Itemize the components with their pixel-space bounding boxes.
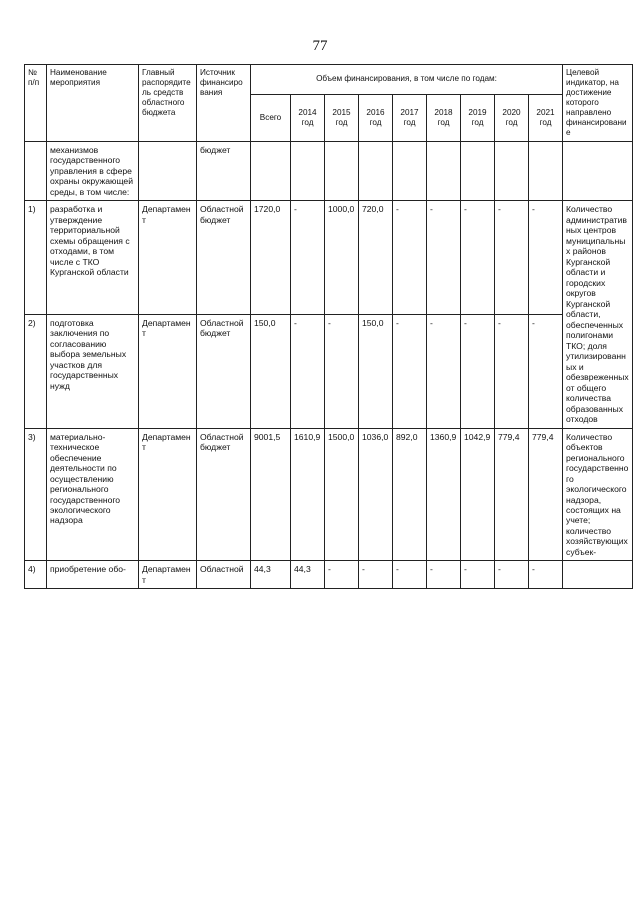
header-year: 2014 год <box>291 94 325 141</box>
row-year-value: - <box>529 315 563 429</box>
row-indicator: Количество объектов регионального государственного экологического надзора, состоящих на учете; количество хозяйствующих субъек- <box>563 428 633 561</box>
row-manager <box>139 142 197 201</box>
header-total: Всего <box>251 94 291 141</box>
header-name: Наименование мероприятия <box>47 65 139 142</box>
row-year-value: - <box>359 561 393 589</box>
row-year-value: - <box>461 201 495 315</box>
row-source: бюджет <box>197 142 251 201</box>
header-volume: Объем финансирования, в том числе по годам: <box>251 65 563 95</box>
row-total: 150,0 <box>251 315 291 429</box>
row-source: Областной <box>197 561 251 589</box>
row-year-value: - <box>461 315 495 429</box>
row-name: механизмов государственного управления в сфере охраны окружающей среды, в том числе: <box>47 142 139 201</box>
table-row <box>25 142 633 201</box>
row-manager: Департамент <box>139 428 197 561</box>
row-year-value: 779,4 <box>529 428 563 561</box>
header-year: 2017 год <box>393 94 427 141</box>
row-year-value: 1036,0 <box>359 428 393 561</box>
row-name: подготовка заключения по согласованию выбора земельных участков для государственных нужд <box>47 315 139 429</box>
row-year-value: 1610,9 <box>291 428 325 561</box>
row-name: разработка и утверждение территориальной схемы обращения с отходами, в том числе с ТКО Курганской области <box>47 201 139 315</box>
row-year-value: 892,0 <box>393 428 427 561</box>
row-year-value: 150,0 <box>359 315 393 429</box>
row-total: 1720,0 <box>251 201 291 315</box>
row-indicator <box>563 561 633 589</box>
header-no: № п/п <box>25 65 47 142</box>
row-year-value <box>291 142 325 201</box>
table-row <box>25 315 633 429</box>
row-manager: Департамент <box>139 201 197 315</box>
row-name: материально-техническое обеспечение деятельности по осуществлению регионального государственного экологического надзора <box>47 428 139 561</box>
row-year-value: - <box>291 315 325 429</box>
row-name: приобретение обо- <box>47 561 139 589</box>
row-year-value: - <box>495 315 529 429</box>
row-year-value: 779,4 <box>495 428 529 561</box>
header-year: 2021 год <box>529 94 563 141</box>
row-no <box>25 142 47 201</box>
row-year-value: - <box>393 201 427 315</box>
header-source: Источник финансирования <box>197 65 251 142</box>
row-year-value: 1360,9 <box>427 428 461 561</box>
row-indicator: Количество административных центров муниципальных районов Курганской области и городских округов Курганской области, обеспеченных полигонами ТКО; доля утилизированных и обезвреженных от общего количества образованных отходов <box>563 201 633 428</box>
row-year-value: 720,0 <box>359 201 393 315</box>
row-year-value <box>359 142 393 201</box>
row-year-value: - <box>393 561 427 589</box>
row-year-value: 1000,0 <box>325 201 359 315</box>
row-year-value <box>529 142 563 201</box>
row-year-value: - <box>325 315 359 429</box>
table-row <box>25 428 633 561</box>
header-year: 2015 год <box>325 94 359 141</box>
row-year-value: - <box>529 561 563 589</box>
row-no: 2) <box>25 315 47 429</box>
row-year-value: - <box>495 561 529 589</box>
row-year-value <box>495 142 529 201</box>
row-year-value: - <box>427 201 461 315</box>
row-no: 3) <box>25 428 47 561</box>
row-year-value <box>427 142 461 201</box>
row-source: Областной бюджет <box>197 315 251 429</box>
table-row <box>25 201 633 315</box>
row-no: 4) <box>25 561 47 589</box>
table-header-row <box>25 65 633 95</box>
row-source: Областной бюджет <box>197 201 251 315</box>
row-year-value: - <box>529 201 563 315</box>
row-indicator <box>563 142 633 201</box>
header-year: 2016 год <box>359 94 393 141</box>
row-year-value: - <box>427 315 461 429</box>
row-year-value: - <box>325 561 359 589</box>
row-total <box>251 142 291 201</box>
financing-table <box>24 64 633 589</box>
row-total: 9001,5 <box>251 428 291 561</box>
row-manager: Департамент <box>139 561 197 589</box>
row-year-value <box>325 142 359 201</box>
header-manager: Главный распорядитель средств областного бюджета <box>139 65 197 142</box>
row-total: 44,3 <box>251 561 291 589</box>
header-year: 2018 год <box>427 94 461 141</box>
page-number: 77 <box>312 38 328 54</box>
row-year-value: - <box>291 201 325 315</box>
row-year-value: - <box>393 315 427 429</box>
row-year-value <box>393 142 427 201</box>
header-year: 2020 год <box>495 94 529 141</box>
header-indicator: Целевой индикатор, на достижение которого направлено финансирование <box>563 65 633 142</box>
row-year-value: - <box>495 201 529 315</box>
row-year-value <box>461 142 495 201</box>
row-year-value: 1500,0 <box>325 428 359 561</box>
row-year-value: - <box>461 561 495 589</box>
row-year-value: 44,3 <box>291 561 325 589</box>
header-year: 2019 год <box>461 94 495 141</box>
row-manager: Департамент <box>139 315 197 429</box>
row-year-value: - <box>427 561 461 589</box>
row-year-value: 1042,9 <box>461 428 495 561</box>
table-row <box>25 561 633 589</box>
row-no: 1) <box>25 201 47 315</box>
row-source: Областной бюджет <box>197 428 251 561</box>
